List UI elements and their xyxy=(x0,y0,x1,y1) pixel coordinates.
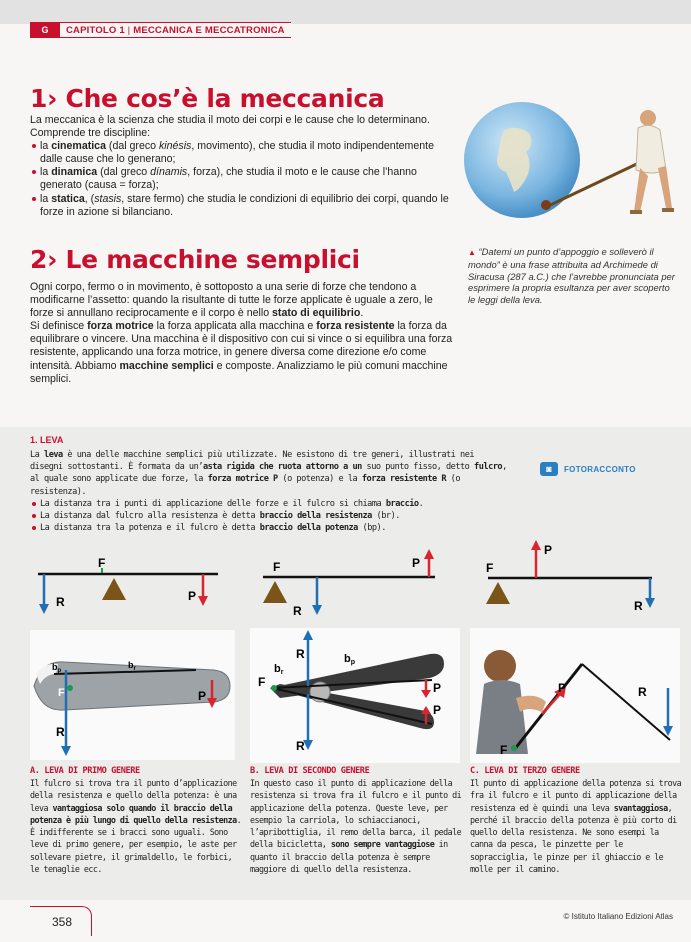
section-1-body xyxy=(30,114,455,219)
image-caption xyxy=(468,246,678,306)
section-2-title: Le macchine semplici xyxy=(65,245,360,274)
leva-heading: 1. LEVA xyxy=(30,435,64,445)
photo-wrench xyxy=(30,630,235,760)
diagram-lever-second-class xyxy=(255,545,445,625)
page-number: 358 xyxy=(52,915,73,929)
page-footer xyxy=(0,900,691,942)
caption-text: “Datemi un punto d’appoggio e solleverò il mondo” è una frase attribuita ad Archimede di Siracusa (287 a.C.) che l’avrebbe pronunciata per esprimere la propria esultanza per aver scoperto le leggi della leva. xyxy=(468,246,675,306)
label-br: $b_r$ xyxy=(128,660,136,672)
label-f: F xyxy=(58,687,65,699)
section-2-number: 2› xyxy=(30,245,58,274)
section-2-body xyxy=(30,281,455,386)
label-p: P xyxy=(188,589,197,603)
section-1-heading xyxy=(30,84,384,113)
chapter-separator: | xyxy=(124,24,134,36)
camera-icon: ◙ xyxy=(540,462,558,476)
chapter-header xyxy=(30,22,291,38)
label-r: R xyxy=(638,685,647,699)
leva-paragraph: La leva è una delle macchine semplici più utilizzate. Ne esistono di tre generi, illustrati nei disegni sottostanti. È formata da un’asta rigida che ruota attorno a un suo punto fisso, detto fulcro, al quale sono applicate due forze, la forza motrice P (o potenza) e la forza resistente R (o resistenza). xyxy=(30,450,507,497)
fotoracconto-label: FOTORACCONTO xyxy=(564,464,636,474)
section-1-number: 1› xyxy=(30,84,58,113)
fotoracconto-link[interactable] xyxy=(540,462,636,476)
label-r: R xyxy=(293,604,302,618)
list-item-dinamica: la dinamica (dal greco dínamis, forza), che studia il moto e le cause che l’hanno generato (causa = forza); xyxy=(30,166,455,192)
column-a-title: A. LEVA DI PRIMO GENERE xyxy=(30,766,140,776)
leva-text xyxy=(30,449,510,534)
label-p-top: P xyxy=(433,681,442,695)
fulcrum-triangle xyxy=(486,582,510,604)
label-br: br xyxy=(274,663,284,676)
column-b-title: B. LEVA DI SECONDO GENERE xyxy=(250,766,370,776)
archimedes-illustration xyxy=(462,100,682,240)
fulcrum-triangle xyxy=(102,578,126,600)
archimedes-figure xyxy=(630,110,674,214)
label-bp: bp xyxy=(344,653,356,666)
diagram-lever-third-class xyxy=(480,538,670,618)
label-f: F xyxy=(486,561,494,575)
label-p: P xyxy=(412,556,421,570)
caption-arrow-icon: ▲ xyxy=(468,248,476,257)
label-p: P xyxy=(558,681,567,695)
label-p-bottom: P xyxy=(433,703,442,717)
label-bp: $b_p$ xyxy=(52,662,62,674)
label-f: F xyxy=(273,560,281,574)
leva-bullet-braccio-potenza: La distanza tra la potenza e il fulcro è detta braccio della potenza (bp). xyxy=(30,522,510,534)
label-f: F xyxy=(500,743,508,757)
column-c-text: Il punto di applicazione della potenza si trova fra il fulcro e il punto di applicazione della resistenza ed è quindi una leva svantaggiosa, perché il braccio della potenza è più corto di quello della resistenza. Ne sono esempi la canna da pesca, le pinzette per le sopracciglia, le pinze per il ghiaccio e le molle per il camino. xyxy=(470,778,682,875)
leva-bullet-braccio-resistenza: La distanza dal fulcro alla resistenza è detta braccio della resistenza (br). xyxy=(30,510,510,522)
chapter-badge: G xyxy=(30,22,60,38)
label-f: F xyxy=(258,675,266,689)
diagram-lever-first-class xyxy=(28,548,228,628)
section-2-heading xyxy=(30,245,360,274)
top-band xyxy=(0,0,691,24)
label-p: P xyxy=(544,543,553,557)
label-r-top: R xyxy=(296,647,305,661)
list-item-cinematica: la cinematica (dal greco kinésis, movimento), che studia il moto indipendentemente dalle cause che lo generano; xyxy=(30,140,455,166)
section-1-title: Che cos’è la meccanica xyxy=(65,84,385,113)
chapter-name: MECCANICA E MECCATRONICA xyxy=(133,24,285,36)
label-f: F xyxy=(98,556,106,570)
column-c-title: C. LEVA DI TERZO GENERE xyxy=(470,766,580,776)
label-r: R xyxy=(634,599,643,613)
chapter-title xyxy=(60,22,291,38)
column-a-text: Il fulcro si trova tra il punto d’applicazione della resistenza e quello della potenza: è una leva vantaggiosa solo quando il braccio della potenza è più lungo di quello della resistenza. È indifferente se i bracci sono uguali. Sono leve di primo genere, per esempio, le aste per sollevare pietre, il grimaldello, le forbici, le tenaglie ecc. xyxy=(30,778,242,875)
label-p: P xyxy=(198,689,207,703)
photo-third-class-lever xyxy=(470,628,680,763)
label-r: R xyxy=(56,595,65,609)
leva-bullet-braccio: La distanza tra i punti di applicazione delle forze e il fulcro si chiama braccio. xyxy=(30,498,510,510)
section-2-paragraph-1: Ogni corpo, fermo o in movimento, è sottoposto a una serie di forze che tendono a modificarne l’assetto: quando la risultante di tutte le forze applicate è uguale a zero, le forze si annullano reciprocamente e il corpo è nello stato di equilibrio. xyxy=(30,281,433,320)
photo-nutcracker xyxy=(250,628,460,763)
copyright: © Istituto Italiano Edizioni Atlas xyxy=(563,912,673,921)
fulcrum-stone xyxy=(541,200,551,210)
section-2-paragraph-2: Si definisce forza motrice la forza applicata alla macchina e forza resistente la forza da equilibrare o vincere. Una macchina è il dispositivo con cui si vince o si equilibra una forza resistente, applicando una forza motrice, in genere diversa come direzione e/o come intensità. Abbiamo macchine semplici e composte. Analizziamo le più comuni macchine semplici. xyxy=(30,320,453,385)
fulcrum-triangle xyxy=(263,581,287,603)
label-r-bottom: R xyxy=(296,739,305,753)
section-1-intro: La meccanica è la scienza che studia il moto dei corpi e le cause che lo determinano. Comprende tre discipline: xyxy=(30,114,430,140)
list-item-statica: la statica, (stasis, stare fermo) che studia le condizioni di equilibrio dei corpi, quando le forze in azione si bilanciano. xyxy=(30,193,455,219)
column-b-text: In questo caso il punto di applicazione della resistenza si trova fra il fulcro e il punto di applicazione della potenza. Queste leve, per esempio la carriola, lo schiaccianoci, l’apribottiglia, il remo della barca, il pedale della bicicletta, sono sempre vantaggiose in quanto il braccio della potenza è sempre maggiore di quello della resistenza. xyxy=(250,778,462,875)
chapter-prefix: CAPITOLO 1 xyxy=(66,24,125,36)
label-r: R xyxy=(56,725,65,739)
